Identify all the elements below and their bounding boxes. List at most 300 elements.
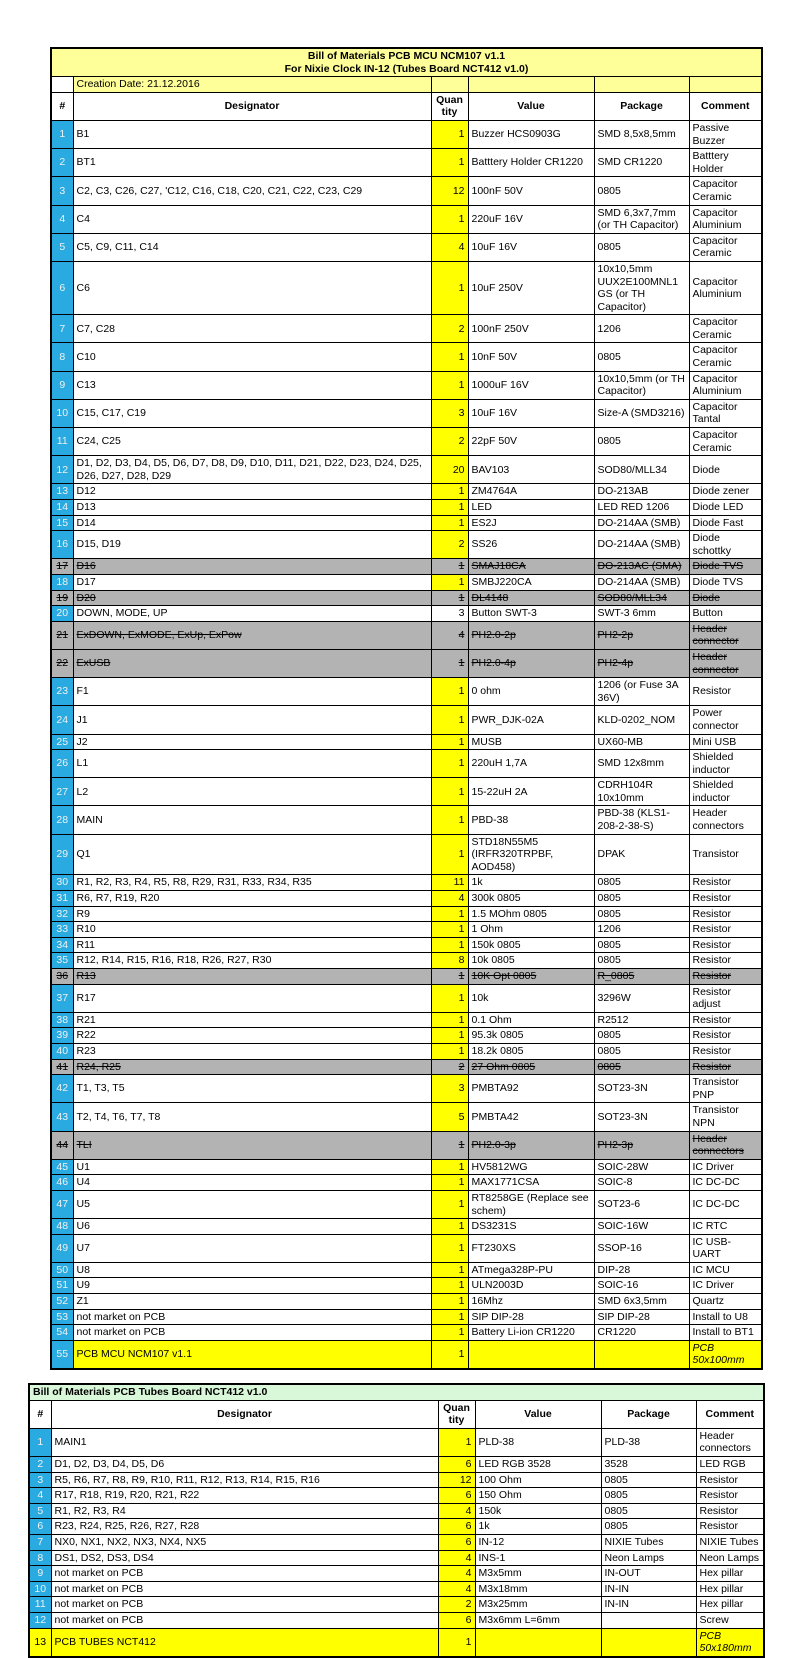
table-row [29, 1519, 764, 1535]
cell-num: 1 [29, 1428, 51, 1456]
cell-designator: B1 [73, 120, 431, 148]
cell-package: SOT23-3N [594, 1075, 689, 1103]
cell-qty: 1 [431, 500, 468, 516]
cell-num: 45 [51, 1159, 73, 1175]
cell-qty: 2 [431, 531, 468, 559]
cell-designator: D12 [73, 484, 431, 500]
cell-num: 2 [51, 149, 73, 177]
table-row [51, 806, 762, 834]
cell-num: 12 [51, 456, 73, 484]
table-row [29, 1566, 764, 1582]
cell-comment: Resistor adjust [689, 984, 762, 1012]
cell-package: DIP-28 [594, 1262, 689, 1278]
table-row [51, 343, 762, 371]
cell-designator: C13 [73, 371, 431, 399]
table-row [51, 233, 762, 261]
cell-num: 43 [51, 1103, 73, 1131]
cell-package [594, 1340, 689, 1369]
cell-qty: 6 [438, 1488, 475, 1504]
cell-package: SMD 8,5x8,5mm [594, 120, 689, 148]
cell-comment: Diode zener [689, 484, 762, 500]
creation-date-text: Creation Date: 21.12.2016 [73, 77, 431, 93]
column-header-comment: Comment [696, 1400, 764, 1428]
table-row [51, 559, 762, 575]
cell-package: SSOP-16 [594, 1234, 689, 1262]
cell-num: 19 [51, 590, 73, 606]
cell-qty: 1 [431, 484, 468, 500]
cell-comment: Hex pillar [696, 1597, 764, 1613]
cell-qty: 1 [431, 1325, 468, 1341]
cell-num: 8 [51, 343, 73, 371]
table-row [51, 937, 762, 953]
cell-qty: 1 [431, 969, 468, 985]
cell-designator: ExDOWN, ExMODE, ExUp, ExPow [73, 621, 431, 649]
cell-designator: R1, R2, R3, R4, R5, R8, R29, R31, R33, R34, R35 [73, 875, 431, 891]
cell-comment: Capacitor Ceramic [689, 343, 762, 371]
table-row [51, 984, 762, 1012]
cell-comment: Resistor [689, 953, 762, 969]
cell-package: 1206 (or Fuse 3A 36V) [594, 678, 689, 706]
cell-package: PBD-38 (KLS1-208-2-38-S) [594, 806, 689, 834]
cell-comment: Shielded inductor [689, 750, 762, 778]
cell-qty: 1 [431, 1131, 468, 1159]
cell-designator: DS1, DS2, DS3, DS4 [51, 1550, 438, 1566]
cell-qty: 4 [431, 891, 468, 907]
cell-comment: IC Driver [689, 1278, 762, 1294]
cell-num: 49 [51, 1234, 73, 1262]
cell-package: NIXIE Tubes [601, 1534, 696, 1550]
cell-value: M3x5mm [475, 1566, 601, 1582]
cell-comment: Header connectors [689, 806, 762, 834]
cell-designator: C6 [73, 261, 431, 314]
table-row [51, 177, 762, 205]
cell-designator: R13 [73, 969, 431, 985]
cell-qty: 1 [431, 149, 468, 177]
cell-num: 4 [51, 205, 73, 233]
cell-qty: 1 [431, 1190, 468, 1218]
table-row [51, 1075, 762, 1103]
table-row [51, 1028, 762, 1044]
cell-package: CR1220 [594, 1325, 689, 1341]
cell-num: 27 [51, 778, 73, 806]
table-row [51, 734, 762, 750]
cell-num: 15 [51, 515, 73, 531]
cell-package: 0805 [601, 1472, 696, 1488]
cell-designator: D14 [73, 515, 431, 531]
cell-package [601, 1612, 696, 1628]
cell-value: 1.5 MOhm 0805 [468, 906, 594, 922]
cell-value: MUSB [468, 734, 594, 750]
cell-value: LED RGB 3528 [475, 1457, 601, 1473]
cell-value: 150 Ohm [475, 1488, 601, 1504]
cell-comment: IC DC-DC [689, 1175, 762, 1191]
cell-designator: PCB MCU NCM107 v1.1 [73, 1340, 431, 1369]
cell-qty: 11 [431, 875, 468, 891]
table1-title-row [51, 48, 762, 77]
cell-designator: C24, C25 [73, 428, 431, 456]
cell-package: KLD-0202_NOM [594, 706, 689, 734]
table-row [51, 891, 762, 907]
table-row [51, 969, 762, 985]
cell-package: PLD-38 [601, 1428, 696, 1456]
cell-value: 27 Ohm 0805 [468, 1059, 594, 1075]
table-row [51, 1012, 762, 1028]
cell-qty: 1 [431, 806, 468, 834]
cell-comment: IC USB-UART [689, 1234, 762, 1262]
cell-value: 220uF 16V [468, 205, 594, 233]
cell-num: 53 [51, 1309, 73, 1325]
cell-package [601, 1628, 696, 1657]
cell-package: 3296W [594, 984, 689, 1012]
column-header-num: # [29, 1400, 51, 1428]
cell-qty: 20 [431, 456, 468, 484]
cell-qty: 1 [431, 1309, 468, 1325]
cell-value: 10uF 16V [468, 399, 594, 427]
cell-qty: 4 [438, 1566, 475, 1582]
cell-package: SOIC-28W [594, 1159, 689, 1175]
cell-package: SOIC-8 [594, 1175, 689, 1191]
cell-num: 10 [51, 399, 73, 427]
cell-value: M3x6mm L=6mm [475, 1612, 601, 1628]
cell-package: SMD CR1220 [594, 149, 689, 177]
table-row [51, 149, 762, 177]
cell-designator: not market on PCB [51, 1612, 438, 1628]
cell-qty: 12 [431, 177, 468, 205]
cell-designator: J1 [73, 706, 431, 734]
cell-designator: R11 [73, 937, 431, 953]
cell-designator: D15, D19 [73, 531, 431, 559]
cell-designator: L2 [73, 778, 431, 806]
cell-qty: 6 [438, 1534, 475, 1550]
cell-package: PH2-3p [594, 1131, 689, 1159]
table-row [51, 1175, 762, 1191]
cell-value: Buzzer HCS0903G [468, 120, 594, 148]
table-row [51, 1159, 762, 1175]
cell-package: IN-IN [601, 1597, 696, 1613]
cell-package: R2512 [594, 1012, 689, 1028]
cell-num: 22 [51, 649, 73, 677]
table-row [51, 706, 762, 734]
cell-comment: Neon Lamps [696, 1550, 764, 1566]
cell-package: DO-213AB [594, 484, 689, 500]
cell-value: ULN2003D [468, 1278, 594, 1294]
cell-num: 35 [51, 953, 73, 969]
cell-qty: 1 [431, 706, 468, 734]
table-row [51, 205, 762, 233]
column-header-value: Value [475, 1400, 601, 1428]
cell-comment: Capacitor Ceramic [689, 233, 762, 261]
cell-designator: T2, T4, T6, T7, T8 [73, 1103, 431, 1131]
cell-value: 95.3k 0805 [468, 1028, 594, 1044]
cell-num: 5 [29, 1503, 51, 1519]
cell-comment: Resistor [689, 891, 762, 907]
cell-package: 1206 [594, 922, 689, 938]
cell-num: 14 [51, 500, 73, 516]
cell-value: STD18N55M5 (IRFR320TRPBF, AOD458) [468, 834, 594, 875]
cell-value: ATmega328P-PU [468, 1262, 594, 1278]
cell-value: SIP DIP-28 [468, 1309, 594, 1325]
cell-qty: 1 [431, 1262, 468, 1278]
table-row [29, 1488, 764, 1504]
cell-qty: 4 [438, 1581, 475, 1597]
cell-comment: PCB 50x180mm [696, 1628, 764, 1657]
cell-package: SMD 6x3,5mm [594, 1294, 689, 1310]
cell-value [468, 1340, 594, 1369]
cell-designator: R9 [73, 906, 431, 922]
cell-value: 18.2k 0805 [468, 1043, 594, 1059]
cell-value: PWR_DJK-02A [468, 706, 594, 734]
cell-package: 0805 [594, 1059, 689, 1075]
cell-package: 10x10,5mm UUX2E100MNL1GS (or TH Capacitor) [594, 261, 689, 314]
cell-designator: D1, D2, D3, D4, D5, D6 [51, 1457, 438, 1473]
cell-package: SOIC-16W [594, 1219, 689, 1235]
cell-comment: Header connector [689, 621, 762, 649]
cell-designator: Z1 [73, 1294, 431, 1310]
cell-qty: 1 [431, 371, 468, 399]
cell-designator: F1 [73, 678, 431, 706]
cell-qty: 3 [431, 1075, 468, 1103]
cell-value: ZM4764A [468, 484, 594, 500]
cell-qty: 1 [431, 734, 468, 750]
cell-package: 0805 [594, 428, 689, 456]
cell-comment: Capacitor Aluminium [689, 261, 762, 314]
cell-package: 0805 [594, 953, 689, 969]
table-row [29, 1503, 764, 1519]
table-row [51, 922, 762, 938]
cell-qty: 6 [438, 1519, 475, 1535]
cell-designator: R17, R18, R19, R20, R21, R22 [51, 1488, 438, 1504]
cell-value: 0.1 Ohm [468, 1012, 594, 1028]
cell-package: CDRH104R 10x10mm [594, 778, 689, 806]
cell-designator: R5, R6, R7, R8, R9, R10, R11, R12, R13, R14, R15, R16 [51, 1472, 438, 1488]
table-row [51, 500, 762, 516]
cell-comment: Mini USB [689, 734, 762, 750]
cell-value: 10uF 250V [468, 261, 594, 314]
cell-num: 29 [51, 834, 73, 875]
cell-package: DO-214AA (SMB) [594, 531, 689, 559]
table-row [51, 484, 762, 500]
cell-package: SOIC-16 [594, 1278, 689, 1294]
cell-qty: 1 [431, 1278, 468, 1294]
cell-value: Batttery Holder CR1220 [468, 149, 594, 177]
cell-comment: Power connector [689, 706, 762, 734]
table-row [29, 1597, 764, 1613]
cell-value: PH2.0-3p [468, 1131, 594, 1159]
cell-qty: 1 [431, 750, 468, 778]
cell-comment: Screw [696, 1612, 764, 1628]
cell-package: SOT23-3N [594, 1103, 689, 1131]
cell-designator: U5 [73, 1190, 431, 1218]
cell-qty: 1 [438, 1628, 475, 1657]
creation-date-row [51, 77, 762, 93]
cell-value: 100 Ohm [475, 1472, 601, 1488]
cell-qty: 1 [431, 649, 468, 677]
column-header-value: Value [468, 92, 594, 120]
table-row [51, 906, 762, 922]
cell-value: PMBTA42 [468, 1103, 594, 1131]
cell-comment: Button [689, 606, 762, 622]
cell-package: DPAK [594, 834, 689, 875]
column-header-num: # [51, 92, 73, 120]
cell-qty: 12 [438, 1472, 475, 1488]
cell-comment: IC RTC [689, 1219, 762, 1235]
cell-num: 26 [51, 750, 73, 778]
cell-designator: R1, R2, R3, R4 [51, 1503, 438, 1519]
table1-title-line1: Bill of Materials PCB MCU NCM107 v1.1 [307, 50, 506, 62]
cell-comment: Header connectors [689, 1131, 762, 1159]
cell-qty: 2 [431, 315, 468, 343]
cell-qty: 1 [431, 922, 468, 938]
table-row [51, 1190, 762, 1218]
cell-package: DO-213AC (SMA) [594, 559, 689, 575]
cell-qty: 1 [431, 205, 468, 233]
cell-num: 42 [51, 1075, 73, 1103]
cell-value: PLD-38 [475, 1428, 601, 1456]
table-row [51, 621, 762, 649]
cell-value: PH2.0-2p [468, 621, 594, 649]
table-row [51, 371, 762, 399]
cell-designator: MAIN [73, 806, 431, 834]
cell-num: 32 [51, 906, 73, 922]
cell-comment: Header connector [689, 649, 762, 677]
table-row [51, 1219, 762, 1235]
column-header-row [51, 92, 762, 120]
cell-value: 0 ohm [468, 678, 594, 706]
cell-qty: 2 [431, 428, 468, 456]
cell-qty: 1 [438, 1428, 475, 1456]
cell-num: 13 [51, 484, 73, 500]
cell-num: 13 [29, 1628, 51, 1657]
column-header-designator: Designator [73, 92, 431, 120]
cell-value: LED [468, 500, 594, 516]
cell-num: 46 [51, 1175, 73, 1191]
cell-num: 37 [51, 984, 73, 1012]
cell-package: IN-IN [601, 1581, 696, 1597]
cell-value: 220uH 1,7A [468, 750, 594, 778]
cell-num: 17 [51, 559, 73, 575]
cell-package: IN-OUT [601, 1566, 696, 1582]
table-row [51, 574, 762, 590]
cell-num: 51 [51, 1278, 73, 1294]
cell-comment: Hex pillar [696, 1581, 764, 1597]
cell-num: 30 [51, 875, 73, 891]
table-row [51, 953, 762, 969]
cell-comment: Resistor [689, 969, 762, 985]
cell-value: 1k [468, 875, 594, 891]
cell-value: Battery Li-ion CR1220 [468, 1325, 594, 1341]
cell-qty: 1 [431, 1294, 468, 1310]
cell-value: M3x25mm [475, 1597, 601, 1613]
cell-designator: ExUSB [73, 649, 431, 677]
bom-table-mcu [50, 47, 763, 1370]
cell-designator: R10 [73, 922, 431, 938]
cell-designator: DOWN, MODE, UP [73, 606, 431, 622]
cell-qty: 1 [431, 1043, 468, 1059]
cell-qty: 1 [431, 678, 468, 706]
cell-comment: Diode [689, 456, 762, 484]
cell-qty: 4 [431, 621, 468, 649]
cell-comment: Resistor [689, 1043, 762, 1059]
cell-qty: 4 [438, 1550, 475, 1566]
cell-package: 0805 [594, 1043, 689, 1059]
cell-num: 6 [29, 1519, 51, 1535]
cell-package: 0805 [594, 937, 689, 953]
cell-designator: U4 [73, 1175, 431, 1191]
cell-comment: Diode Fast [689, 515, 762, 531]
cell-designator: not market on PCB [73, 1309, 431, 1325]
cell-qty: 1 [431, 120, 468, 148]
cell-num: 40 [51, 1043, 73, 1059]
cell-qty: 6 [438, 1457, 475, 1473]
cell-designator: D17 [73, 574, 431, 590]
table-row [29, 1428, 764, 1456]
column-header-qty: Quantity [438, 1400, 475, 1428]
cell-qty: 1 [431, 1175, 468, 1191]
cell-value: M3x18mm [475, 1581, 601, 1597]
cell-designator: T1, T3, T5 [73, 1075, 431, 1103]
cell-value: DL4148 [468, 590, 594, 606]
cell-comment: LED RGB [696, 1457, 764, 1473]
cell-package: SOD80/MLL34 [594, 590, 689, 606]
cell-value: DS3231S [468, 1219, 594, 1235]
cell-qty: 1 [431, 1159, 468, 1175]
cell-value: 1k [475, 1519, 601, 1535]
cell-num: 20 [51, 606, 73, 622]
cell-num: 9 [29, 1566, 51, 1582]
table-row [51, 649, 762, 677]
cell-comment: Diode schottky [689, 531, 762, 559]
table-row [51, 120, 762, 148]
cell-comment: Resistor [689, 678, 762, 706]
cell-qty: 2 [431, 1059, 468, 1075]
cell-qty: 8 [431, 953, 468, 969]
cell-num: 36 [51, 969, 73, 985]
cell-package: 0805 [594, 343, 689, 371]
cell-qty: 1 [431, 590, 468, 606]
cell-num: 7 [29, 1534, 51, 1550]
cell-qty: 1 [431, 574, 468, 590]
cell-num: 28 [51, 806, 73, 834]
table-row [51, 875, 762, 891]
cell-num: 2 [29, 1457, 51, 1473]
cell-comment: Capacitor Ceramic [689, 315, 762, 343]
cell-value [475, 1628, 601, 1657]
cell-designator: C4 [73, 205, 431, 233]
cell-num: 44 [51, 1131, 73, 1159]
cell-comment: Passive Buzzer [689, 120, 762, 148]
cell-qty: 1 [431, 1234, 468, 1262]
cell-comment: Capacitor Ceramic [689, 428, 762, 456]
table-row [51, 1043, 762, 1059]
cell-comment: NIXIE Tubes [696, 1534, 764, 1550]
table-row [29, 1534, 764, 1550]
cell-value: SMAJ18CA [468, 559, 594, 575]
table-row [51, 428, 762, 456]
cell-num: 23 [51, 678, 73, 706]
table-row [51, 678, 762, 706]
cell-value: 10K Opt 0805 [468, 969, 594, 985]
cell-value: PBD-38 [468, 806, 594, 834]
cell-num: 50 [51, 1262, 73, 1278]
cell-value: BAV103 [468, 456, 594, 484]
cell-designator: U7 [73, 1234, 431, 1262]
cell-designator: D1, D2, D3, D4, D5, D6, D7, D8, D9, D10, D11, D21, D22, D23, D24, D25, D26, D27, D28, D29 [73, 456, 431, 484]
cell-comment: Resistor [689, 875, 762, 891]
table-row [51, 1294, 762, 1310]
table-row [51, 531, 762, 559]
cell-qty: 1 [431, 778, 468, 806]
cell-qty: 1 [431, 906, 468, 922]
